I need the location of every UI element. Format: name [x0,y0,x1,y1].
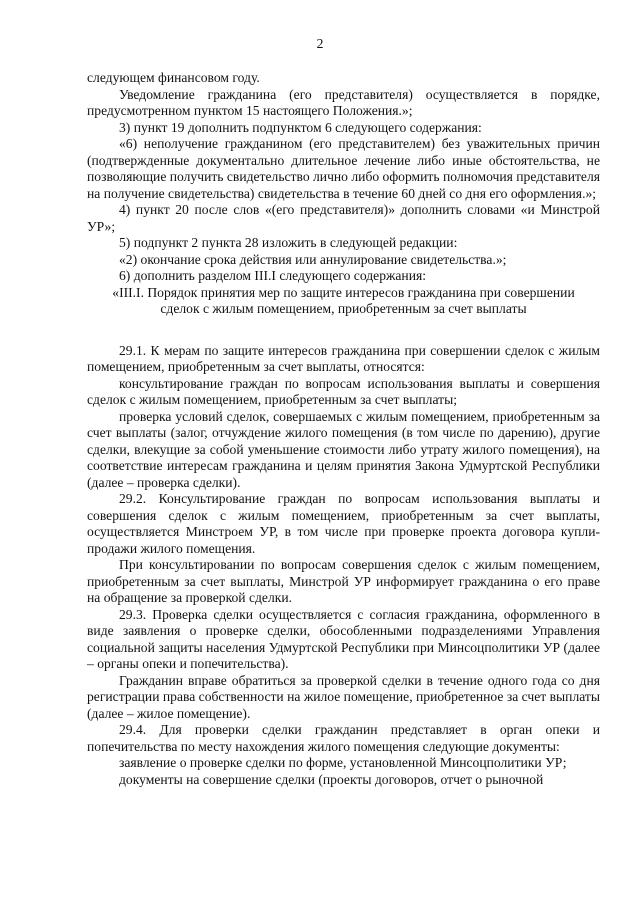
paragraph: консультирование граждан по вопросам использования выплаты и совершения сделок с жилым помещением, приобретенным за счет выплаты; [87,375,600,407]
paragraph: Гражданин вправе обратиться за проверкой сделки в течение одного года со дня регистрации права собственности на жилое помещение, приобретенное за счет выплаты (далее – жилое помещение). [87,672,600,721]
paragraph: проверка условий сделок, совершаемых с жилым помещением, приобретенным за счет выплаты (залог, отчуждение жилого помещения (в том числе по дарению), другие сделки, влекущие за собой уменьшение стоимости либо утрату жилого помещения), на соответствие интересам гражданина и целям принятия Закона Удмуртской Республики (далее – проверка сделки). [87,408,600,490]
paragraph: 5) подпункт 2 пункта 28 изложить в следующей редакции: [119,235,458,250]
paragraph: заявление о проверке сделки по форме, установленной Минсоцполитики УР; [119,755,567,770]
section-heading-line: сделок с жилым помещением, приобретенным за счет выплаты [160,301,527,316]
paragraph: 3) пункт 19 дополнить подпунктом 6 следующего содержания: [119,119,482,135]
paragraph: 29.4. Для проверки сделки гражданин представляет в орган опеки и попечительства по месту нахождения жилого помещения следующие документы: [87,722,600,754]
section-heading-line: «III.I. Порядок принятия мер по защите интересов гражданина при совершении [112,284,575,300]
paragraph: «2) окончание срока действия или аннулирование свидетельства.»; [119,251,507,267]
paragraph: 29.1. К мерам по защите интересов гражданина при совершении сделок с жилым помещением, приобретенным за счет выплаты, относятся: [87,342,600,374]
paragraph: 29.3. Проверка сделки осуществляется с согласия гражданина, оформленного в виде заявления о проверке сделки, обособленными подразделениями Управления социальной защиты населения Удмуртской Республики при Минсоцполитики УР (далее – органы опеки и попечительства). [87,606,600,671]
page-number: 2 [316,36,324,51]
paragraph: Уведомление гражданина (его представителя) осуществляется в порядке, предусмотренном пунктом 15 настоящего Положения.»; [87,86,600,118]
document-body [87,70,600,788]
paragraph: 6) дополнить разделом III.I следующего содержания: [119,268,426,283]
section-heading [87,285,600,318]
paragraph: 4) пункт 20 после слов «(его представителя)» дополнить словами «и Минстрой УР»; [87,202,600,234]
paragraph: «6) неполучение гражданином (его представителем) без уважительных причин (подтвержденные документально длительное лечение либо иные обстоятельства, не позволяющие получить свидетельство лично либо оформить полномочия представителя на получение свидетельства) свидетельства в течение 60 дней со дня его оформления.»; [87,136,600,201]
paragraph: 29.2. Консультирование граждан по вопросам использования выплаты и совершения сделок с жилым помещением, приобретенным за счет выплаты, осуществляется Минстроем УР, в том числе при проверке проекта договора купли-продажи жилого помещения. [87,491,600,556]
paragraph: следующем финансовом году. [87,70,260,85]
paragraph: При консультировании по вопросам совершения сделок с жилым помещением, приобретенным за счет выплаты, Минстрой УР информирует гражданина о его праве на обращение за проверкой сделки. [87,557,600,605]
paragraph: документы на совершение сделки (проекты договоров, отчет о рыночной [119,771,544,787]
